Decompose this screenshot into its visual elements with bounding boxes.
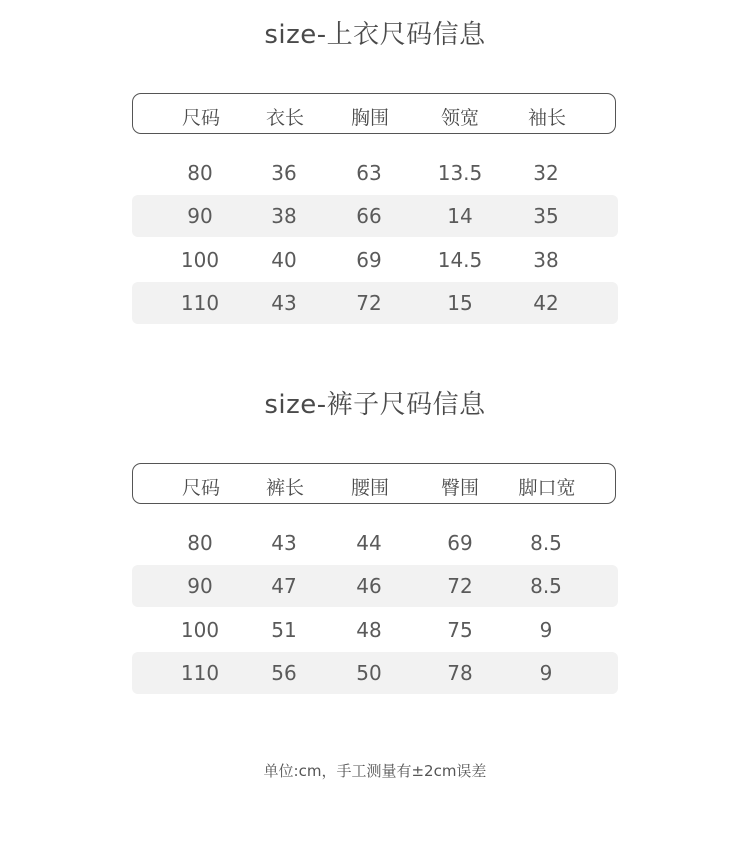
table-cell: 75 (447, 618, 473, 642)
table-row (132, 609, 618, 651)
header-cell-length: 衣长 (265, 107, 304, 129)
table-cell: 110 (180, 661, 220, 685)
table-cell: 35 (533, 204, 559, 228)
table-cell: 43 (271, 531, 297, 555)
header-cell-neck-width: 领宽 (440, 107, 479, 129)
table-cell: 80 (187, 161, 213, 185)
header-cell-size: 尺码 (181, 107, 220, 129)
table-cell: 8.5 (530, 574, 562, 598)
header-cell-size: 尺码 (181, 477, 220, 499)
measurement-note: 单位:cm，手工测量有±2cm误差 (263, 762, 487, 780)
table-cell: 51 (271, 618, 297, 642)
table-cell: 66 (356, 204, 382, 228)
pants-size-title: size-裤子尺码信息 (264, 390, 486, 420)
table-row (132, 522, 618, 564)
table-cell: 8.5 (530, 531, 562, 555)
table-cell: 69 (447, 531, 473, 555)
table-cell: 63 (356, 161, 382, 185)
table-cell: 110 (180, 291, 220, 315)
table-cell: 100 (180, 248, 220, 272)
table-cell: 36 (271, 161, 297, 185)
table-cell: 72 (447, 574, 473, 598)
table-cell: 72 (356, 291, 382, 315)
header-cell-sleeve: 袖长 (527, 107, 566, 129)
table-row (132, 565, 618, 607)
table-cell: 38 (271, 204, 297, 228)
table-cell: 69 (356, 248, 382, 272)
table-row (132, 152, 618, 194)
top-table-header (132, 93, 616, 134)
header-cell-leg-opening: 脚口宽 (518, 477, 576, 499)
table-row (132, 239, 618, 281)
table-cell: 90 (187, 204, 213, 228)
table-row (132, 652, 618, 694)
table-cell: 40 (271, 248, 297, 272)
table-cell: 13.5 (437, 161, 483, 185)
table-cell: 38 (533, 248, 559, 272)
table-cell: 43 (271, 291, 297, 315)
table-cell: 48 (356, 618, 382, 642)
header-cell-chest: 胸围 (350, 107, 389, 129)
table-cell: 56 (271, 661, 297, 685)
table-cell: 9 (539, 618, 553, 642)
table-cell: 78 (447, 661, 473, 685)
header-cell-waist: 腰围 (350, 477, 389, 499)
table-cell: 14.5 (437, 248, 483, 272)
table-row (132, 195, 618, 237)
table-cell: 32 (533, 161, 559, 185)
table-cell: 44 (356, 531, 382, 555)
table-cell: 90 (187, 574, 213, 598)
header-cell-hip: 臀围 (440, 477, 479, 499)
table-cell: 14 (447, 204, 473, 228)
pants-table-header (132, 463, 616, 504)
table-cell: 80 (187, 531, 213, 555)
table-cell: 15 (447, 291, 473, 315)
table-cell: 100 (180, 618, 220, 642)
table-cell: 9 (539, 661, 553, 685)
table-cell: 50 (356, 661, 382, 685)
header-cell-pants-length: 裤长 (265, 477, 304, 499)
top-size-title: size-上衣尺码信息 (264, 20, 486, 50)
table-cell: 42 (533, 291, 559, 315)
table-row (132, 282, 618, 324)
table-cell: 47 (271, 574, 297, 598)
table-cell: 46 (356, 574, 382, 598)
